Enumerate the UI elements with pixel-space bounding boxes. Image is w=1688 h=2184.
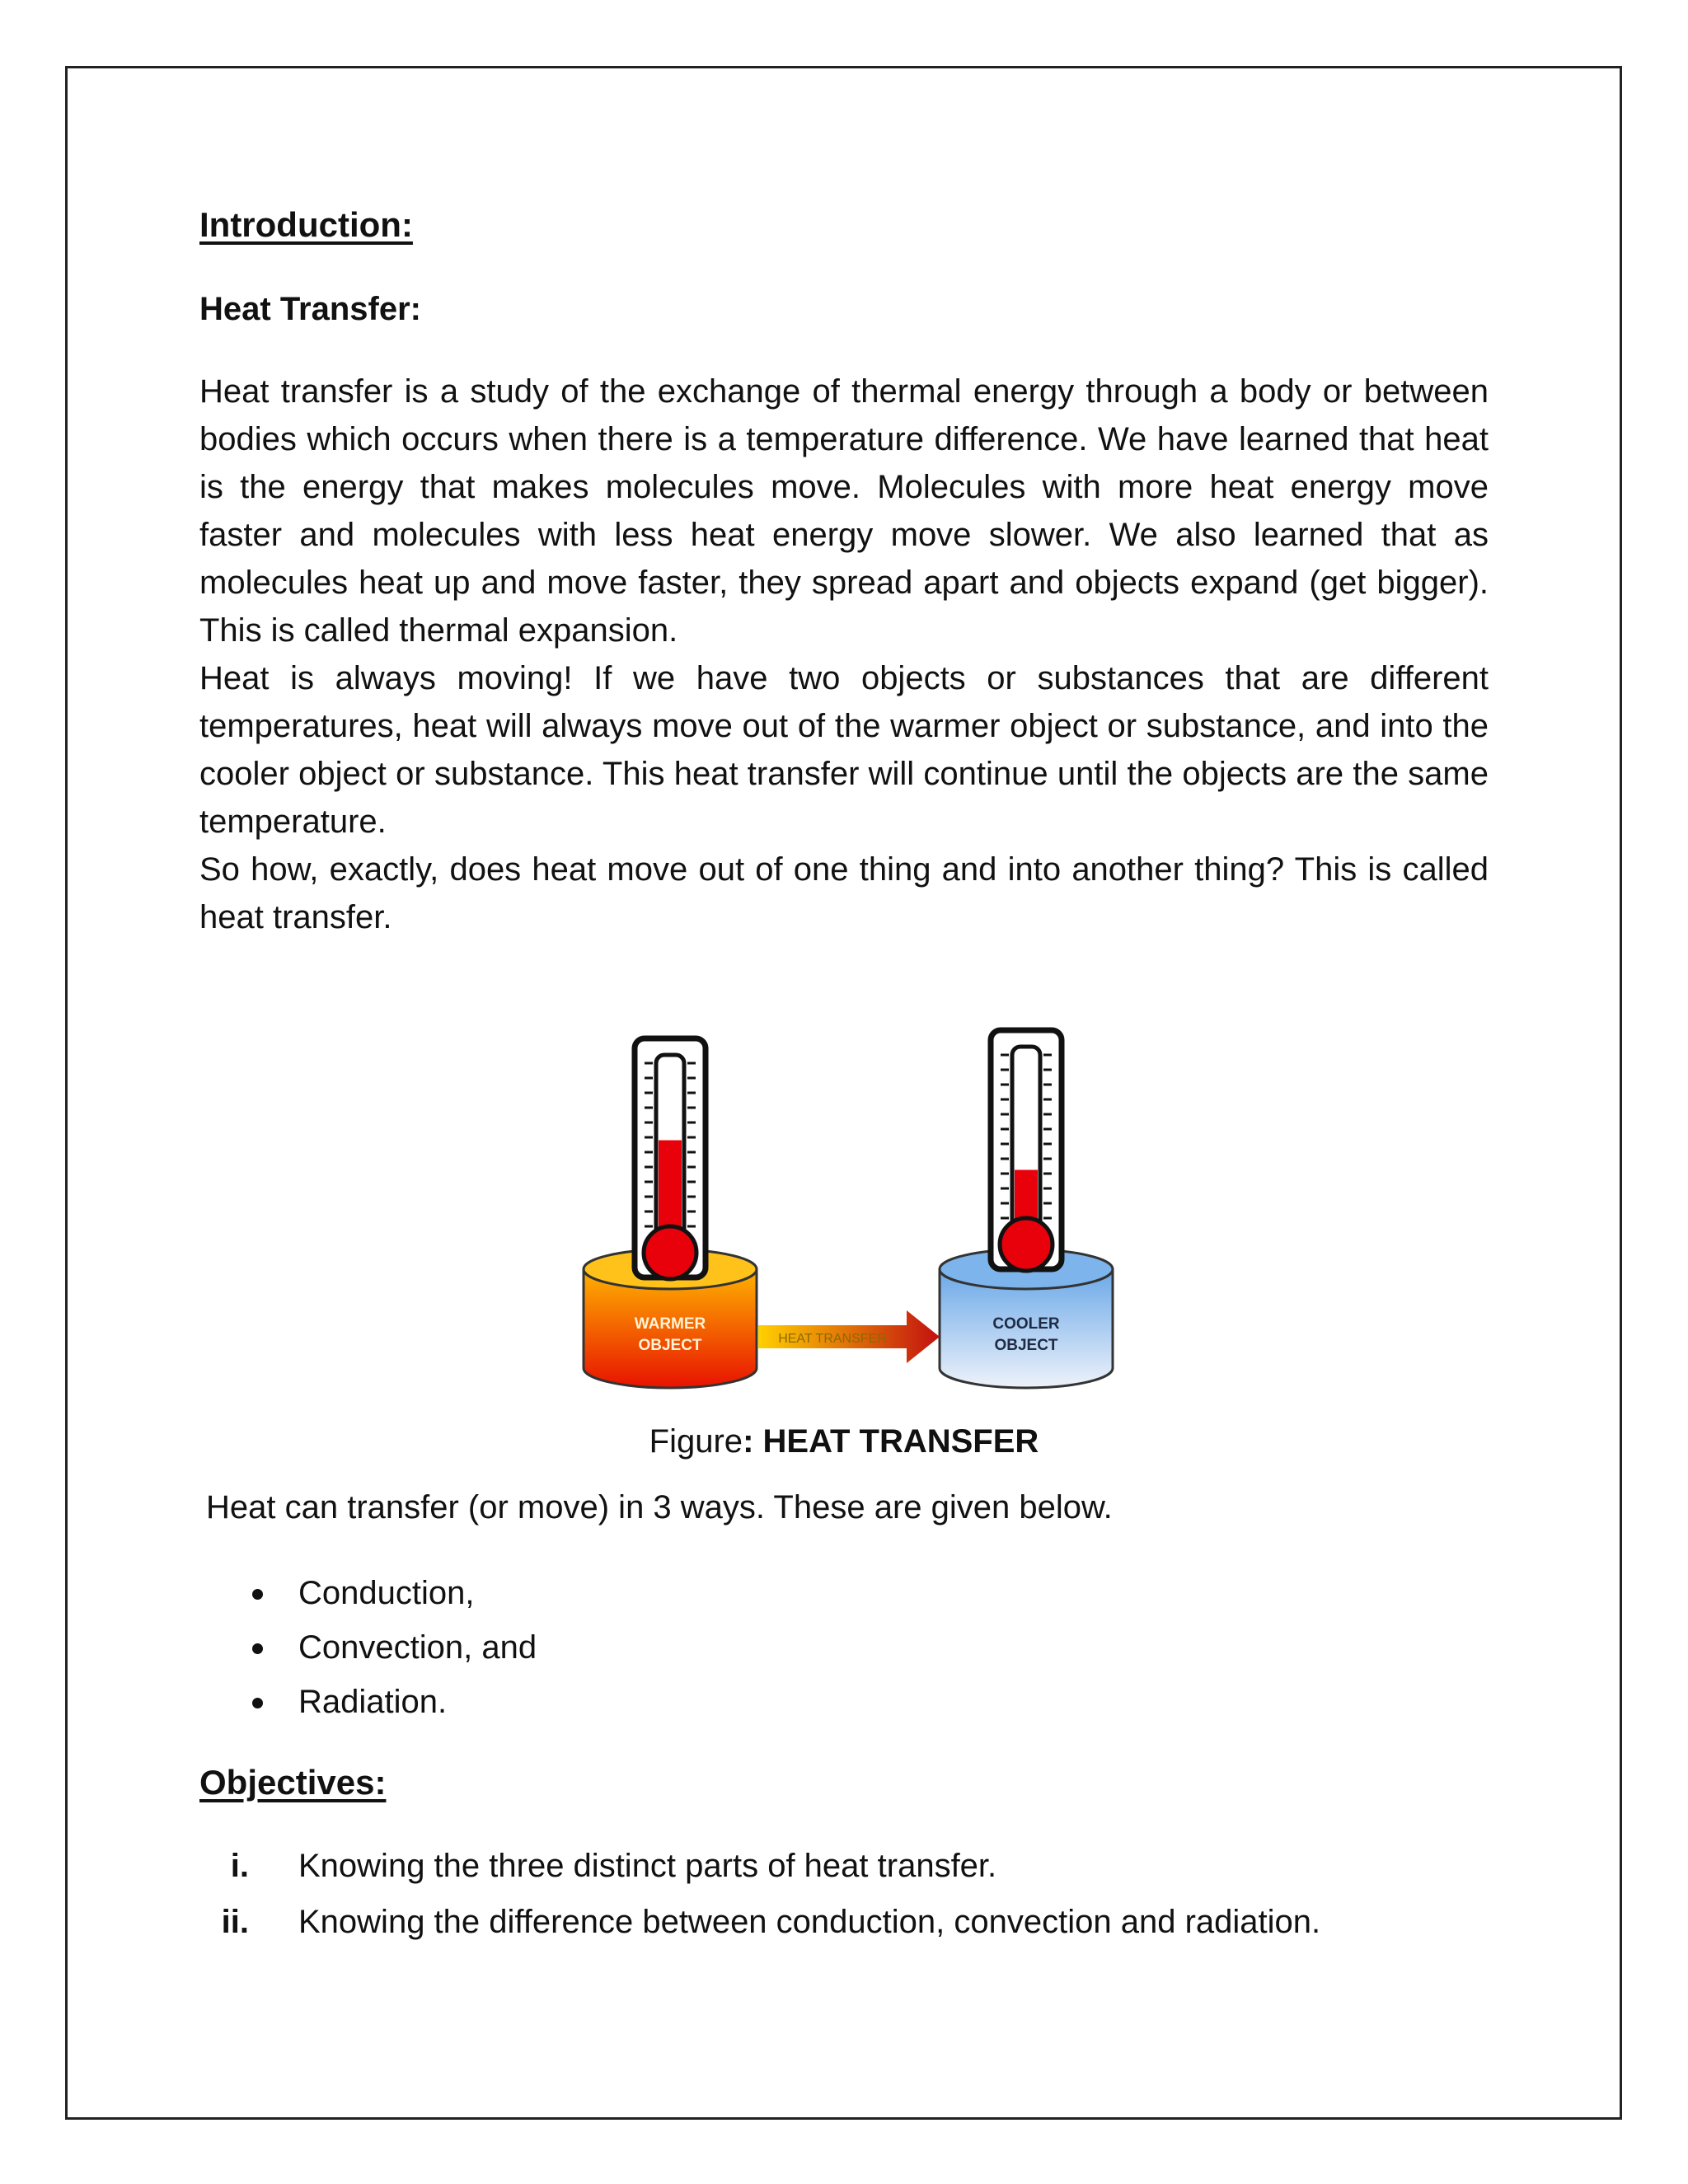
list-item <box>199 1894 1320 1950</box>
bullet-icon <box>252 1698 263 1708</box>
list-item-text: Radiation. <box>298 1684 448 1720</box>
warmer-label-line2: OBJECT <box>638 1337 702 1354</box>
warmer-thermometer <box>635 1038 706 1279</box>
bullet-icon <box>252 1643 263 1654</box>
warmer-label-line1: WARMER <box>634 1315 706 1333</box>
list-item-number: ii. <box>221 1904 249 1940</box>
ways-intro: Heat can transfer (or move) in 3 ways. These are given below. <box>206 1489 1113 1526</box>
arrow-label: HEAT TRANSFER <box>778 1332 887 1346</box>
caption-prefix: Figure <box>649 1423 743 1460</box>
list-item <box>199 1620 537 1675</box>
list-item-number: i. <box>230 1848 249 1884</box>
intro-paragraph-3: So how, exactly, does heat move out of one thing and into another thing? This is called heat transfer. <box>199 851 1489 935</box>
bullet-icon <box>252 1589 263 1600</box>
list-item <box>199 1566 537 1620</box>
intro-paragraph-1: Heat transfer is a study of the exchange of thermal energy through a body or between bodies which occurs when there is a temperature difference. We have learned that heat is the energy that makes molecules move. Molecules with more heat energy move faster and molecules with less heat energy move slower. We also learned that as molecules heat up and move faster, they spread apart and objects expand (get bigger). This is called thermal expansion. <box>199 373 1489 649</box>
figure-caption <box>0 1418 1688 1465</box>
list-item <box>199 1675 537 1729</box>
objectives-heading: Objectives: <box>199 1763 387 1802</box>
caption-title: : HEAT TRANSFER <box>743 1423 1039 1460</box>
introduction-heading: Introduction: <box>199 205 413 244</box>
cooler-label-line2: OBJECT <box>994 1337 1058 1354</box>
list-item-text: Knowing the difference between conduction, convection and radiation. <box>298 1904 1321 1940</box>
heat-transfer-figure <box>569 1022 1121 1409</box>
intro-paragraph-2: Heat is always moving! If we have two objects or substances that are different temperatures, heat will always move out of the warmer object or substance, and into the cooler object or substance. This heat transfer will continue until the objects are the same temperature. <box>199 660 1489 840</box>
list-item-text: Knowing the three distinct parts of heat transfer. <box>298 1848 997 1884</box>
cooler-thermometer <box>991 1030 1062 1271</box>
objectives-list <box>199 1838 1320 1950</box>
ways-list <box>199 1566 537 1729</box>
cooler-label-line1: COOLER <box>992 1315 1060 1333</box>
heat-transfer-illustration <box>569 1022 1121 1409</box>
list-item-text: Conduction, <box>298 1575 475 1611</box>
heat-transfer-subheading: Heat Transfer: <box>199 291 421 327</box>
list-item-text: Convection, and <box>298 1629 537 1666</box>
list-item <box>199 1838 1320 1894</box>
heat-transfer-arrow <box>758 1310 940 1363</box>
